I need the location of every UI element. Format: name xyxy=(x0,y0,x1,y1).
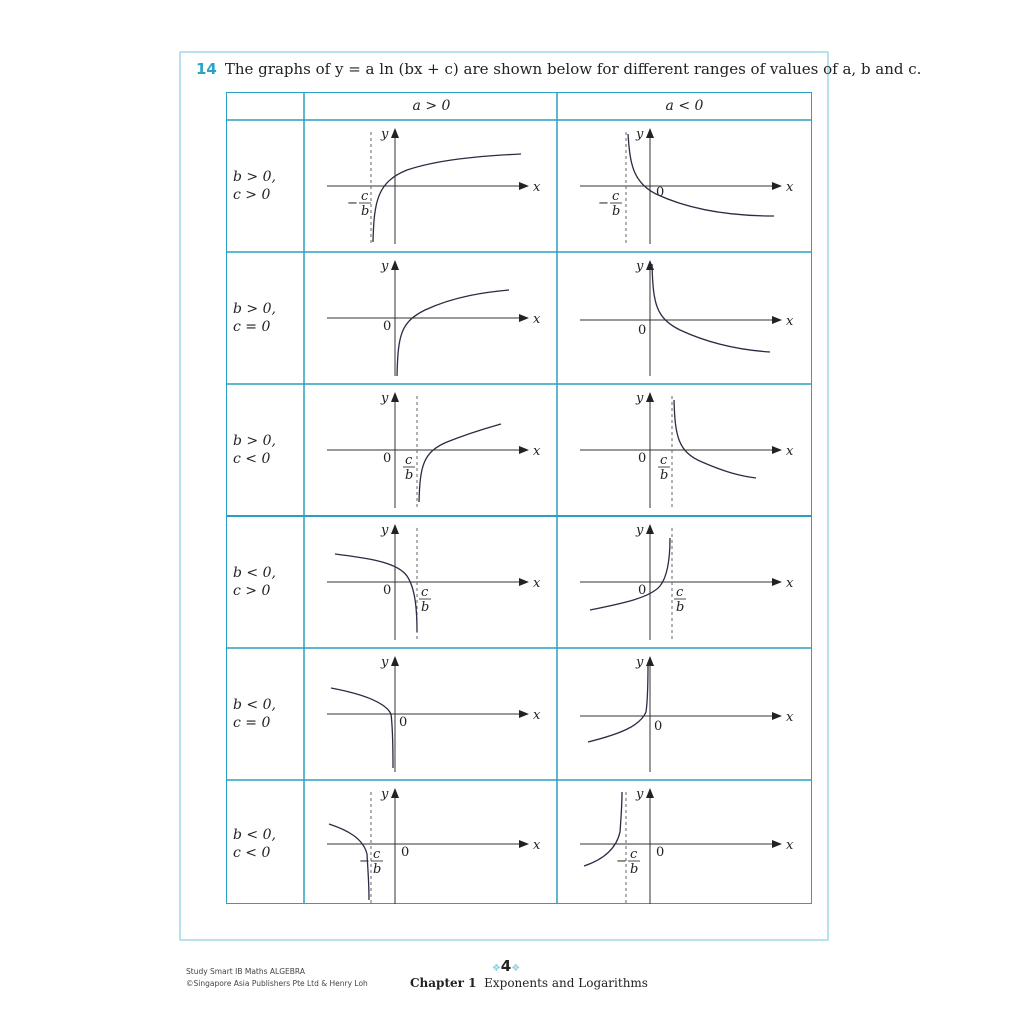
row-5-c-condition: c = 0 xyxy=(233,715,271,731)
x-axis-arrow-icon xyxy=(772,446,782,454)
footer-publisher xyxy=(186,966,368,990)
minus-sign: − xyxy=(598,196,609,211)
graph-r3-a-negative xyxy=(560,386,810,516)
fraction-denominator: b xyxy=(630,862,639,877)
origin-label: 0 xyxy=(383,319,392,334)
y-axis-arrow-icon xyxy=(391,788,399,798)
y-axis-arrow-icon xyxy=(646,128,654,138)
fraction-numerator: c xyxy=(405,453,413,468)
row-4-c-condition: c > 0 xyxy=(233,583,271,599)
y-axis-label: y xyxy=(381,655,389,670)
origin-label: 0 xyxy=(638,583,647,598)
fraction-denominator: b xyxy=(660,468,669,483)
x-axis-arrow-icon xyxy=(519,446,529,454)
row-6-c-condition: c < 0 xyxy=(233,845,271,861)
origin-label: 0 xyxy=(654,719,663,734)
footer-copyright: ©Singapore Asia Publishers Pte Ltd & Henry Loh xyxy=(186,979,368,988)
row-4-b-condition: b < 0, xyxy=(233,565,276,581)
question-number: 14 xyxy=(196,60,217,78)
fraction-denominator: b xyxy=(361,204,370,219)
row-label-3 xyxy=(233,432,276,468)
fraction-denominator: b xyxy=(676,600,685,615)
row-label-2 xyxy=(233,300,276,336)
x-axis-arrow-icon xyxy=(772,316,782,324)
chapter-title: Exponents and Logarithms xyxy=(484,976,648,990)
row-label-6 xyxy=(233,826,276,862)
origin-label: 0 xyxy=(638,323,647,338)
asymptote-label xyxy=(674,585,686,615)
fraction-numerator: c xyxy=(660,453,668,468)
fraction-denominator: b xyxy=(421,600,430,615)
origin-label: 0 xyxy=(656,185,665,200)
row-label-5 xyxy=(233,696,276,732)
minus-sign: − xyxy=(616,854,627,869)
graph-r5-a-positive xyxy=(307,650,557,780)
page-number-value: 4 xyxy=(500,957,512,975)
y-axis-arrow-icon xyxy=(391,524,399,534)
graph-r2-a-positive xyxy=(307,254,557,384)
x-axis-label: x xyxy=(533,312,541,327)
x-axis-label: x xyxy=(533,576,541,591)
origin-label: 0 xyxy=(383,583,392,598)
row-label-1 xyxy=(233,168,276,204)
y-axis-arrow-icon xyxy=(391,392,399,402)
row-3-c-condition: c < 0 xyxy=(233,451,271,467)
question-statement: The graphs of y = a ln (bx + c) are shown below for different ranges of values of a, b and c. xyxy=(224,60,922,78)
graph-r6-a-negative xyxy=(560,782,810,912)
diamond-icon: ❖ xyxy=(491,963,501,974)
fraction-denominator: b xyxy=(405,468,414,483)
chapter-footer xyxy=(410,976,648,990)
row-5-b-condition: b < 0, xyxy=(233,697,276,713)
y-axis-label: y xyxy=(381,523,389,538)
y-axis-arrow-icon xyxy=(391,656,399,666)
y-axis-label: y xyxy=(381,787,389,802)
col-header-a-positive: a > 0 xyxy=(412,98,451,114)
fraction-numerator: c xyxy=(421,585,429,600)
graph-r4-a-negative xyxy=(560,518,810,648)
x-axis-label: x xyxy=(533,180,541,195)
asymptote-label xyxy=(598,189,622,219)
y-axis-arrow-icon xyxy=(646,788,654,798)
y-axis-arrow-icon xyxy=(646,656,654,666)
fraction-numerator: c xyxy=(373,847,381,862)
fraction-numerator: c xyxy=(630,847,638,862)
x-axis-label: x xyxy=(786,576,794,591)
x-axis-arrow-icon xyxy=(519,710,529,718)
y-axis-label: y xyxy=(636,523,644,538)
question-text xyxy=(196,60,921,78)
x-axis-arrow-icon xyxy=(519,182,529,190)
y-axis-label: y xyxy=(636,259,644,274)
diamond-icon: ❖ xyxy=(511,963,521,974)
graph-r6-a-positive xyxy=(307,782,557,912)
asymptote-label xyxy=(347,189,371,219)
y-axis-label: y xyxy=(636,655,644,670)
page-number xyxy=(486,957,526,975)
x-axis-label: x xyxy=(786,180,794,195)
fraction-numerator: c xyxy=(676,585,684,600)
graph-r2-a-negative xyxy=(560,254,810,384)
graph-r1-a-negative xyxy=(560,122,810,252)
row-2-c-condition: c = 0 xyxy=(233,319,271,335)
origin-label: 0 xyxy=(656,845,665,860)
origin-label: 0 xyxy=(401,845,410,860)
minus-sign: − xyxy=(359,854,370,869)
y-axis-label: y xyxy=(381,259,389,274)
fraction-denominator: b xyxy=(373,862,382,877)
log-curve xyxy=(590,538,670,610)
chapter-label: Chapter 1 xyxy=(410,976,477,990)
x-axis-arrow-icon xyxy=(772,712,782,720)
y-axis-arrow-icon xyxy=(646,260,654,270)
x-axis-arrow-icon xyxy=(772,182,782,190)
row-2-b-condition: b > 0, xyxy=(233,301,276,317)
y-axis-arrow-icon xyxy=(391,128,399,138)
x-axis-label: x xyxy=(533,708,541,723)
x-axis-arrow-icon xyxy=(519,314,529,322)
x-axis-label: x xyxy=(533,838,541,853)
origin-label: 0 xyxy=(383,451,392,466)
row-1-b-condition: b > 0, xyxy=(233,169,276,185)
graph-r4-a-positive xyxy=(307,518,557,648)
x-axis-arrow-icon xyxy=(772,840,782,848)
graph-r1-a-positive xyxy=(307,122,557,252)
row-1-c-condition: c > 0 xyxy=(233,187,271,203)
y-axis-arrow-icon xyxy=(646,392,654,402)
log-curve xyxy=(674,400,756,478)
x-axis-label: x xyxy=(533,444,541,459)
fraction-numerator: c xyxy=(361,189,369,204)
fraction-numerator: c xyxy=(612,189,620,204)
log-curve xyxy=(588,664,648,742)
log-curve xyxy=(419,424,501,502)
asymptote-label xyxy=(419,585,431,615)
x-axis-label: x xyxy=(786,314,794,329)
y-axis-label: y xyxy=(381,391,389,406)
x-axis-arrow-icon xyxy=(519,578,529,586)
y-axis-arrow-icon xyxy=(646,524,654,534)
x-axis-label: x xyxy=(786,838,794,853)
log-curve xyxy=(331,688,393,768)
asymptote-label xyxy=(403,453,415,483)
log-curve xyxy=(652,264,770,352)
log-curve xyxy=(397,290,509,376)
graph-r5-a-negative xyxy=(560,650,810,780)
x-axis-label: x xyxy=(786,710,794,725)
x-axis-arrow-icon xyxy=(519,840,529,848)
log-curve xyxy=(335,554,417,632)
footer-book-title: Study Smart IB Maths ALGEBRA xyxy=(186,967,305,976)
x-axis-label: x xyxy=(786,444,794,459)
row-3-b-condition: b > 0, xyxy=(233,433,276,449)
y-axis-label: y xyxy=(381,127,389,142)
row-label-4 xyxy=(233,564,276,600)
y-axis-label: y xyxy=(636,127,644,142)
x-axis-arrow-icon xyxy=(772,578,782,586)
y-axis-arrow-icon xyxy=(391,260,399,270)
y-axis-label: y xyxy=(636,787,644,802)
graph-r3-a-positive xyxy=(307,386,557,516)
origin-label: 0 xyxy=(638,451,647,466)
col-header-a-negative: a < 0 xyxy=(665,98,704,114)
asymptote-label xyxy=(658,453,670,483)
row-6-b-condition: b < 0, xyxy=(233,827,276,843)
origin-label: 0 xyxy=(399,715,408,730)
asymptote-label xyxy=(616,847,640,877)
minus-sign: − xyxy=(347,196,358,211)
fraction-denominator: b xyxy=(612,204,621,219)
y-axis-label: y xyxy=(636,391,644,406)
